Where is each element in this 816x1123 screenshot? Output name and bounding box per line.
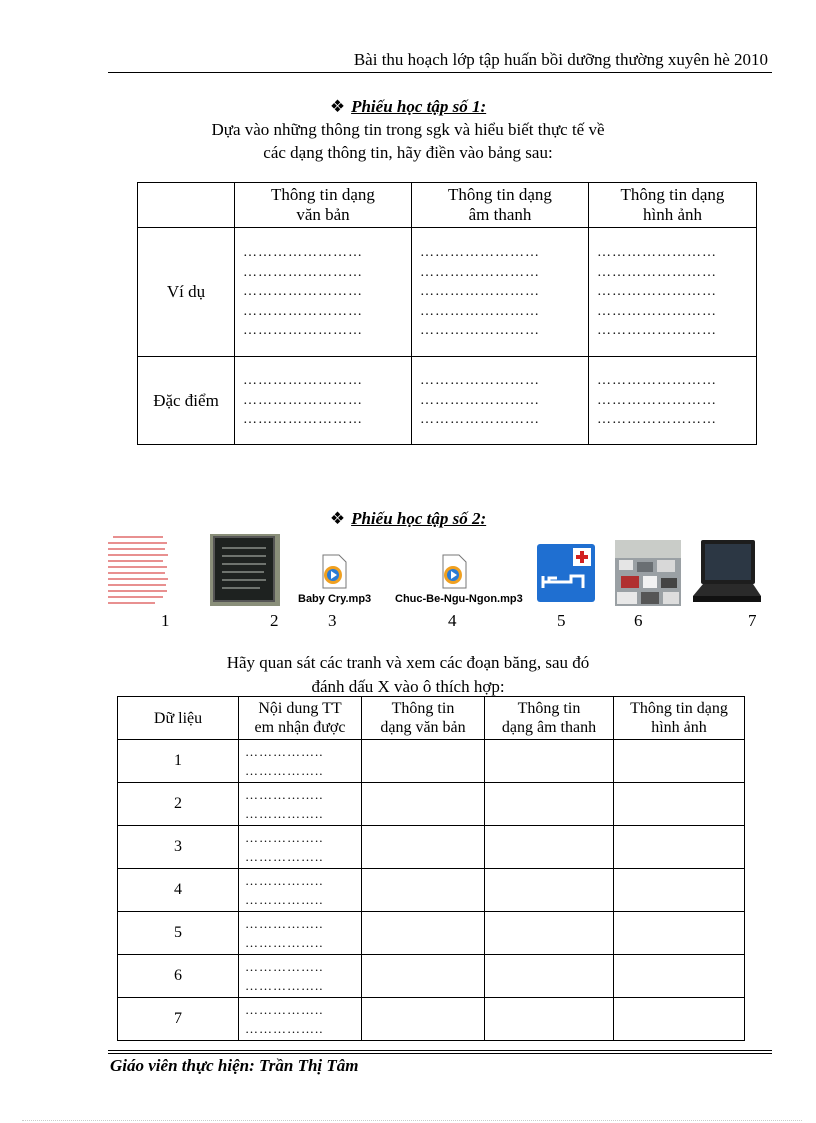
fill-blank[interactable]: …………………… …………………… …………………… …………………… …………………… — [235, 228, 412, 357]
table-row — [118, 912, 745, 955]
col-image-header: Thông tin dạng hình ảnh — [614, 697, 745, 740]
check-cell[interactable] — [614, 912, 745, 955]
hospital-sign-image[interactable] — [537, 544, 595, 602]
laptop-image[interactable] — [691, 538, 763, 606]
media-file-icon[interactable] — [439, 554, 469, 590]
check-cell[interactable] — [614, 740, 745, 783]
check-cell[interactable] — [362, 826, 485, 869]
image-number: 4 — [448, 611, 457, 630]
image-number: 3 — [328, 611, 337, 630]
worksheet1-table — [137, 182, 757, 445]
image-number: 2 — [270, 611, 279, 630]
check-cell[interactable] — [485, 869, 614, 912]
table-row — [118, 869, 745, 912]
check-cell[interactable] — [362, 912, 485, 955]
fill-blank[interactable]: …………………… …………………… …………………… — [235, 357, 412, 445]
table-row — [118, 998, 745, 1041]
fill-blank[interactable]: …………….. …………….. — [239, 783, 362, 826]
table-row — [118, 783, 745, 826]
check-cell[interactable] — [614, 955, 745, 998]
file-name-label[interactable]: Baby Cry.mp3 — [298, 593, 372, 605]
section1-instruction-2: các dạng thông tin, hãy điền vào bảng sau: — [263, 143, 553, 162]
row-label-example: Ví dụ — [138, 228, 235, 357]
check-cell[interactable] — [362, 998, 485, 1041]
row-label-feature: Đặc điểm — [138, 357, 235, 445]
fill-blank[interactable]: …………………… …………………… …………………… …………………… …………………… — [412, 228, 589, 357]
media-file-icon[interactable] — [319, 554, 349, 590]
col-content-header: Nội dung TT em nhận được — [239, 697, 362, 740]
page-edge — [22, 1120, 802, 1121]
image-number: 5 — [557, 611, 566, 630]
diamond-bullet-icon: ❖ — [329, 97, 346, 116]
stone-plaque-image[interactable] — [210, 534, 280, 606]
fill-blank[interactable]: …………….. …………….. — [239, 869, 362, 912]
section2-instruction-1: Hãy quan sát các tranh và xem các đoạn băng, sau đó — [226, 653, 590, 672]
file-name-label[interactable]: Chuc-Be-Ngu-Ngon.mp3 — [395, 593, 523, 605]
header-rule — [108, 72, 772, 73]
fill-blank[interactable]: …………………… …………………… …………………… — [412, 357, 589, 445]
corner-cell — [138, 183, 235, 228]
teacher-credit: Giáo viên thực hiện: Trần Thị Tâm — [110, 1056, 359, 1075]
text-document-image[interactable] — [105, 532, 171, 607]
table-row — [118, 740, 745, 783]
fill-blank[interactable]: …………….. …………….. — [239, 740, 362, 783]
col-text-header: Thông tin dạng văn bản — [362, 697, 485, 740]
check-cell[interactable] — [485, 998, 614, 1041]
row-number: 2 — [118, 783, 239, 826]
diamond-bullet-icon: ❖ — [329, 509, 346, 528]
check-cell[interactable] — [362, 740, 485, 783]
table-row — [118, 955, 745, 998]
image-number: 7 — [748, 611, 757, 630]
col-text-header: Thông tin dạng văn bản — [235, 183, 412, 228]
fill-blank[interactable]: …………….. …………….. — [239, 955, 362, 998]
section1-title: ❖ Phiếu học tập số 1: — [329, 97, 487, 116]
page-header: Bài thu hoạch lớp tập huấn bồi dưỡng thường xuyên hè 2010 — [353, 50, 768, 69]
col-audio-header: Thông tin dạng âm thanh — [412, 183, 589, 228]
section2-instruction-2: đánh dấu X vào ô thích hợp: — [311, 677, 505, 696]
image-number: 6 — [634, 611, 643, 630]
check-cell[interactable] — [485, 740, 614, 783]
row-number: 6 — [118, 955, 239, 998]
fill-blank[interactable]: …………………… …………………… …………………… — [589, 357, 757, 445]
check-cell[interactable] — [362, 869, 485, 912]
section1-instruction-1: Dựa vào những thông tin trong sgk và hiểu biết thực tế về — [211, 120, 605, 139]
footer-rule — [108, 1053, 772, 1054]
check-cell[interactable] — [362, 955, 485, 998]
check-cell[interactable] — [485, 826, 614, 869]
check-cell[interactable] — [614, 783, 745, 826]
check-cell[interactable] — [485, 912, 614, 955]
check-cell[interactable] — [614, 869, 745, 912]
col-audio-header: Thông tin dạng âm thanh — [485, 697, 614, 740]
fill-blank[interactable]: …………………… …………………… …………………… …………………… …………………… — [589, 228, 757, 357]
check-cell[interactable] — [362, 783, 485, 826]
table-row — [118, 826, 745, 869]
section2-title: ❖ Phiếu học tập số 2: — [329, 509, 487, 528]
fill-blank[interactable]: …………….. …………….. — [239, 998, 362, 1041]
media-strip — [105, 532, 785, 607]
col-data-header: Dữ liệu — [118, 697, 239, 740]
row-number: 3 — [118, 826, 239, 869]
image-number: 1 — [161, 611, 170, 630]
row-number: 1 — [118, 740, 239, 783]
fill-blank[interactable]: …………….. …………….. — [239, 912, 362, 955]
row-number: 4 — [118, 869, 239, 912]
check-cell[interactable] — [614, 998, 745, 1041]
check-cell[interactable] — [485, 955, 614, 998]
row-number: 5 — [118, 912, 239, 955]
col-image-header: Thông tin dạng hình ảnh — [589, 183, 757, 228]
check-cell[interactable] — [614, 826, 745, 869]
worksheet2-table — [117, 696, 745, 1041]
row-number: 7 — [118, 998, 239, 1041]
fill-blank[interactable]: …………….. …………….. — [239, 826, 362, 869]
footer-rule — [108, 1050, 772, 1051]
traffic-photo-image[interactable] — [615, 540, 681, 606]
check-cell[interactable] — [485, 783, 614, 826]
